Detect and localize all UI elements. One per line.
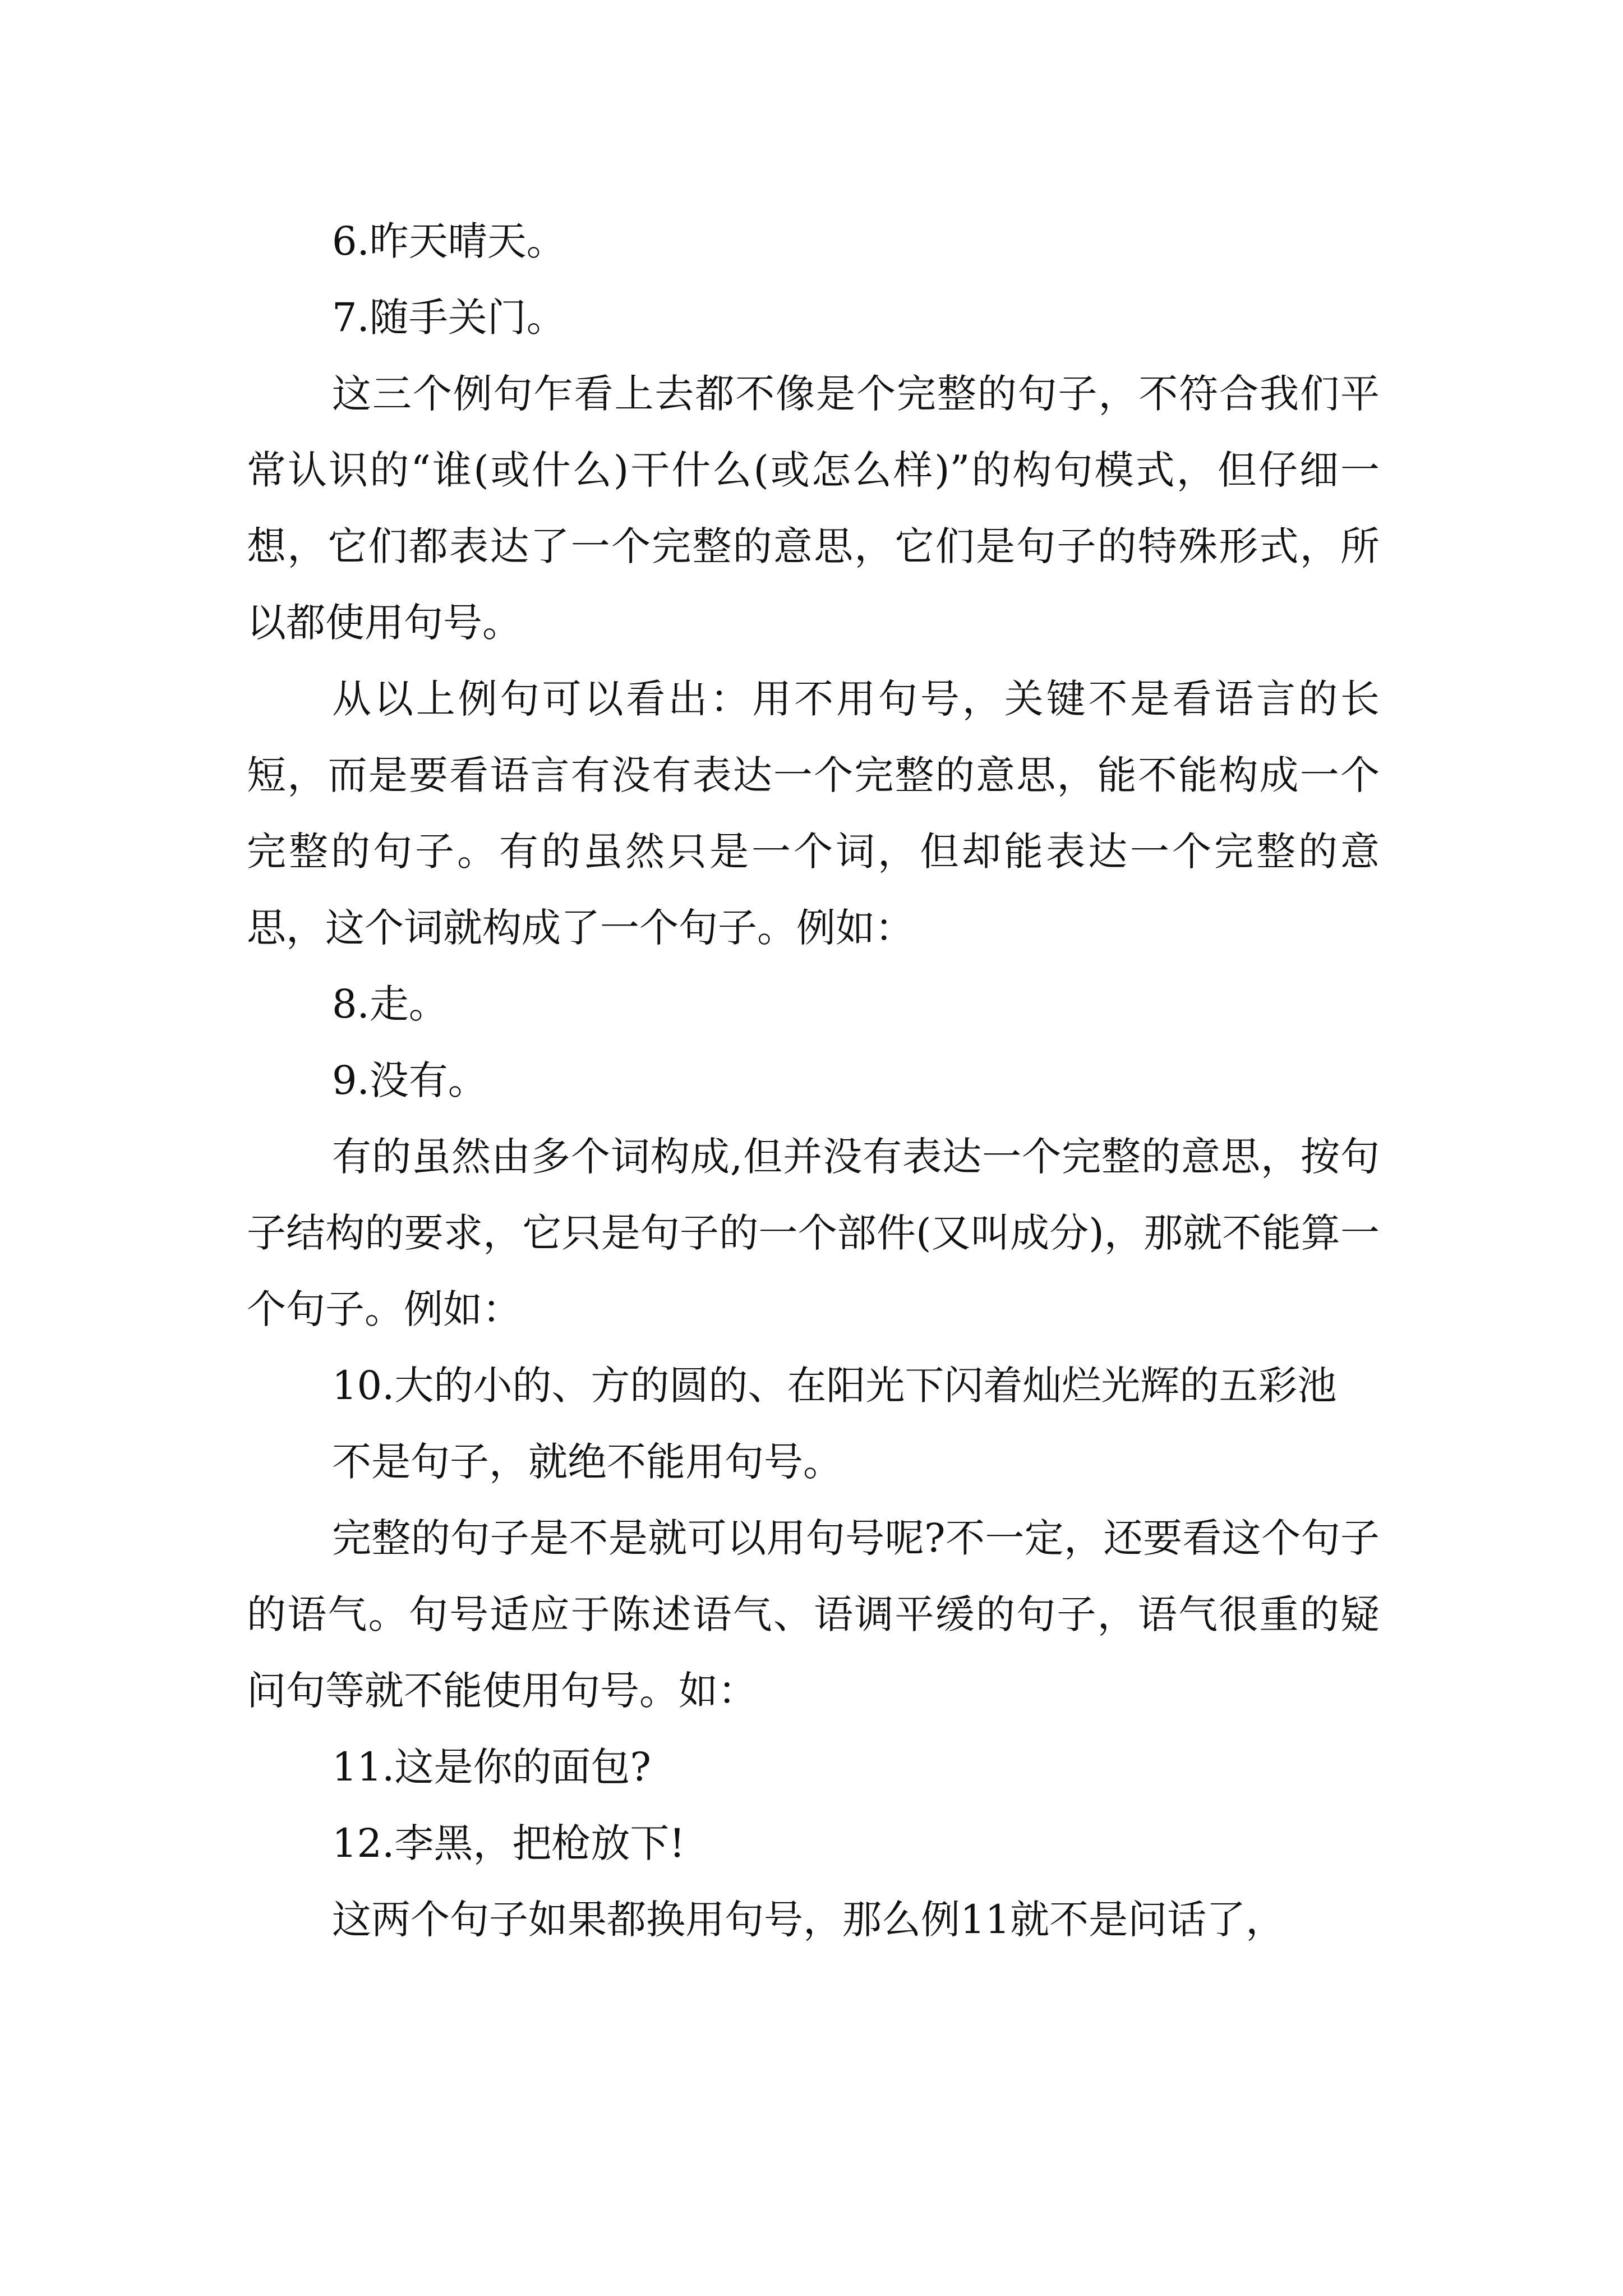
paragraph: 10.大的小的、方的圆的、在阳光下闪着灿烂光辉的五彩池 bbox=[332, 1363, 1337, 1409]
paragraph: 这三个例句乍看上去都不像是个完整的句子，不符合我们平常认识的“谁(或什么)干什么(或怎么样)”的构句模式，但仔细一想，它们都表达了一个完整的意思，它们是句子的特殊形式，所以都使用句号。 bbox=[247, 371, 1380, 646]
paragraph: 8.走。 bbox=[332, 981, 448, 1027]
paragraph: 6.昨天晴天。 bbox=[332, 218, 566, 264]
paragraph: 有的虽然由多个词构成,但并没有表达一个完整的意思，按句子结构的要求，它只是句子的一个部件(又叫成分)，那就不能算一个句子。例如： bbox=[247, 1134, 1380, 1332]
paragraph: 12.李黑，把枪放下! bbox=[332, 1820, 685, 1866]
paragraph: 从以上例句可以看出：用不用句号，关键不是看语言的长短，而是要看语言有没有表达一个完整的意思，能不能构成一个完整的句子。有的虽然只是一个词，但却能表达一个完整的意思，这个词就构成了一个句子。例如： bbox=[247, 676, 1380, 951]
paragraph: 不是句子，就绝不能用句号。 bbox=[332, 1439, 842, 1485]
document-body bbox=[247, 203, 1380, 1958]
paragraph: 9.没有。 bbox=[332, 1057, 487, 1103]
paragraph: 这两个句子如果都换用句号，那么例11就不是问话了， bbox=[332, 1897, 1285, 1943]
paragraph: 7.随手关门。 bbox=[332, 295, 566, 341]
paragraph: 11.这是你的面包? bbox=[332, 1744, 651, 1790]
paragraph: 完整的句子是不是就可以用句号呢?不一定，还要看这个句子的语气。句号适应于陈述语气、语调平缓的句子，语气很重的疑问句等就不能使用句号。如： bbox=[247, 1515, 1380, 1714]
